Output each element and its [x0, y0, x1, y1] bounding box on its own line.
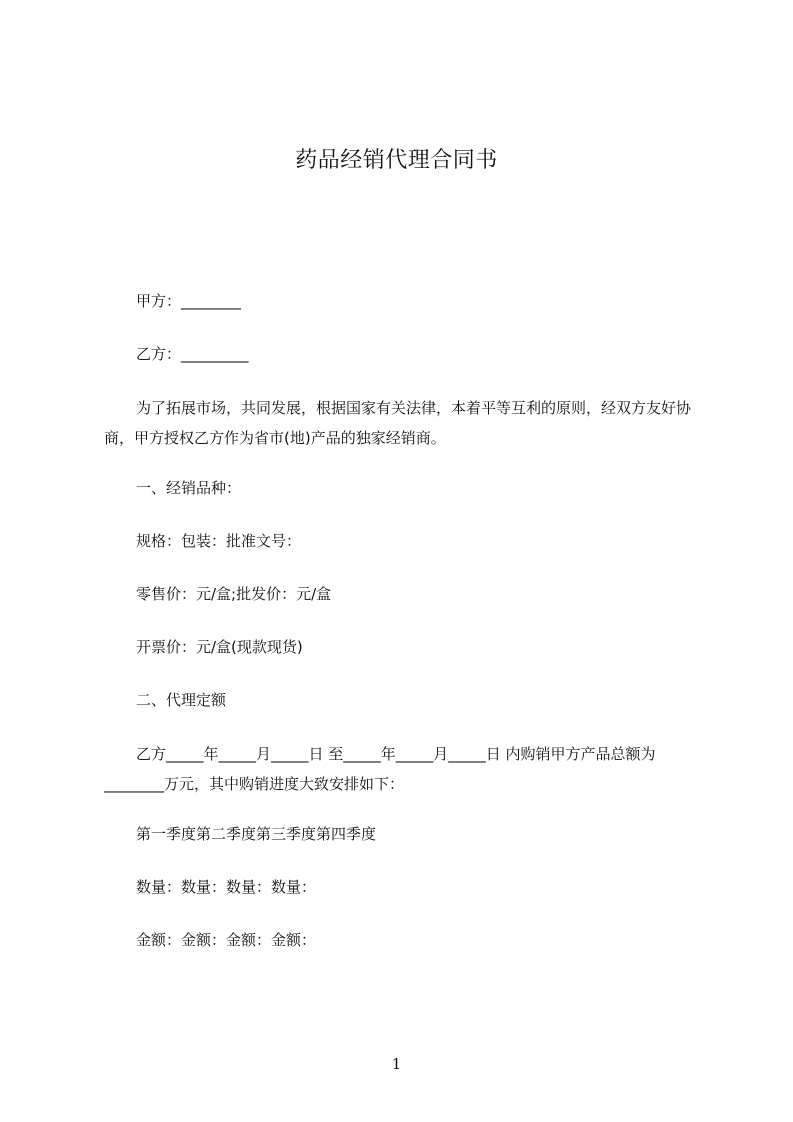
quota-paragraph: 乙方_____年_____月_____日 至_____年_____月_____日 内购销甲方产品总额为________万元，其中购销进度大致安排如下： — [104, 745, 656, 793]
intro-paragraph: 为了拓展市场，共同发展，根据国家有关法律，本着平等互利的原则，经双方友好协商，甲方授权乙方作为省市(地)产品的独家经销商。 — [104, 399, 692, 447]
section2-heading: 二、代理定额 — [136, 691, 227, 709]
invoice-line: 开票价：元/盒(现款现货) — [136, 638, 303, 656]
document-title: 药品经销代理合同书 — [295, 148, 498, 173]
party-b-line: 乙方：_________ — [136, 345, 249, 363]
section1-heading: 一、经销品种： — [136, 479, 242, 497]
amount-line: 金额：金额：金额：金额： — [136, 931, 317, 949]
spec-line: 规格：包装：批准文号： — [136, 532, 302, 550]
page-number: 1 — [391, 1055, 402, 1073]
party-a-line: 甲方：________ — [136, 292, 242, 310]
quarters-line: 第一季度第二季度第三季度第四季度 — [136, 825, 377, 843]
quantity-line: 数量：数量：数量：数量： — [136, 878, 317, 896]
price-line: 零售价：元/盒;批发价：元/盒 — [136, 585, 332, 603]
